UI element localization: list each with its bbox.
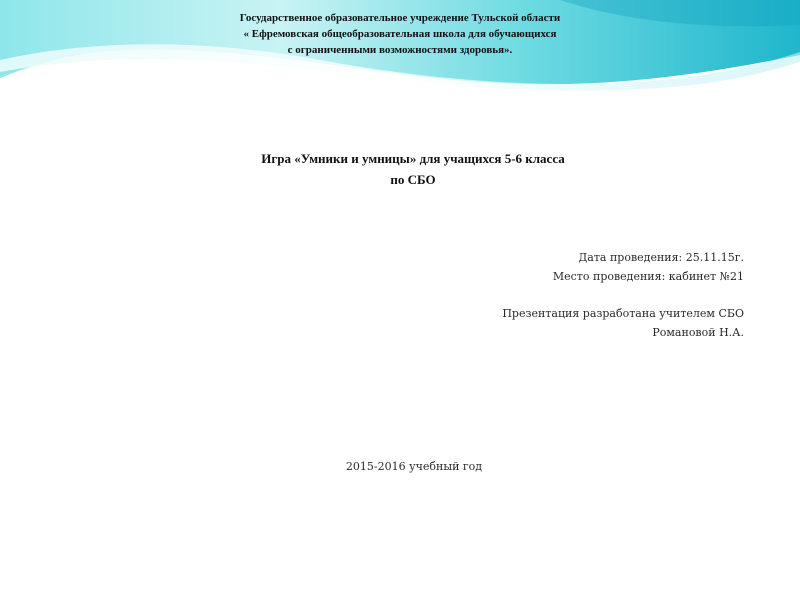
academic-year-text: 2015-2016 учебный год bbox=[345, 460, 483, 473]
event-info bbox=[384, 248, 744, 342]
institution-header bbox=[0, 10, 800, 58]
event-place: Место проведения: кабинет №21 bbox=[552, 270, 744, 283]
author-line-2: Романовой Н.А. bbox=[652, 326, 744, 339]
event-date: Дата проведения: 25.11.15г. bbox=[578, 251, 744, 264]
header-line-3: с ограниченными возможностями здоровья». bbox=[287, 44, 513, 56]
title-line-1: Игра «Умники и умницы» для учащихся 5-6 класса bbox=[261, 151, 565, 166]
header-line-1: Государственное образовательное учреждение Тульской области bbox=[239, 12, 561, 24]
academic-year bbox=[0, 460, 800, 473]
author-line-1: Презентация разработана учителем СБО bbox=[502, 307, 744, 320]
header-line-2: « Ефремовская общеобразовательная школа для обучающихся bbox=[243, 28, 557, 40]
title-line-2: по СБО bbox=[390, 172, 436, 187]
spacer bbox=[384, 286, 744, 304]
slide-title bbox=[0, 148, 800, 190]
